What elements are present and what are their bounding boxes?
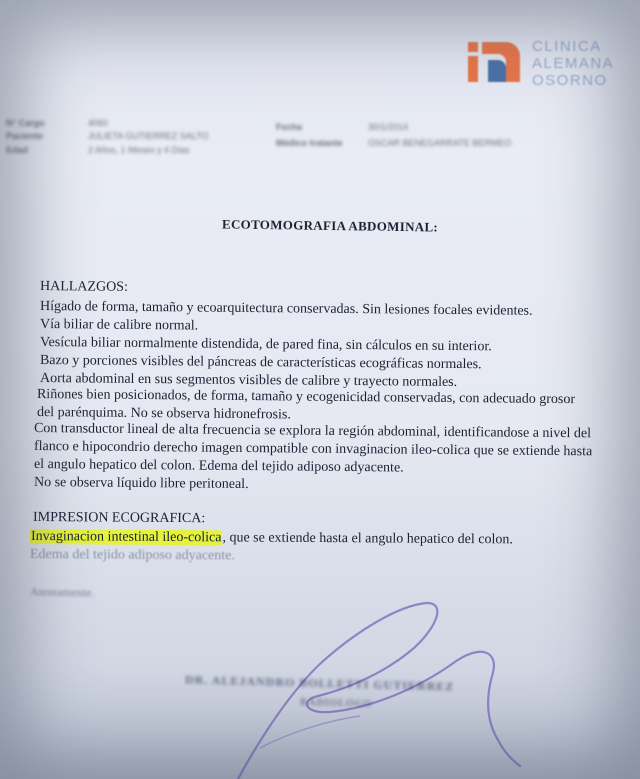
findings-line: Bazo y porciones visibles del páncreas de características ecográficas normales. bbox=[39, 353, 482, 373]
findings-line: No se observa líquido libre peritoneal. bbox=[33, 475, 249, 493]
signer-name: DR. ALEJANDRO BOLLETTI GUTIERREZ bbox=[184, 672, 455, 694]
signer-role: RADIOLOGO bbox=[299, 697, 373, 710]
header-value: JULIETA GUTIERREZ SALTO bbox=[88, 131, 209, 141]
header-value: 4060 bbox=[88, 118, 109, 128]
findings-line: Vía biliar de calibre normal. bbox=[39, 317, 199, 334]
header-value: OSCAR BENEGARRATE BERMEO bbox=[368, 138, 512, 148]
impression-heading: IMPRESION ECOGRAFICA: bbox=[32, 510, 206, 527]
impression-rest: , que se extiende hasta el angulo hepatico del colon. bbox=[222, 530, 513, 548]
findings-heading: HALLAZGOS: bbox=[39, 279, 128, 295]
page-title: ECOTOMOGRAFIA ABDOMINAL: bbox=[221, 216, 439, 235]
header-value: 2 Años, 1 Meses y 4 Dias bbox=[88, 145, 190, 155]
findings-line: el angulo hepatico del colon. Edema del tejido adiposo adyacente. bbox=[33, 457, 404, 476]
findings-line: Hígado de forma, tamaño y ecoarquitectura conservadas. Sin lesiones focales evidentes. bbox=[39, 299, 533, 319]
findings-line: Riñones bien posicionados, de forma, tamaño y ecogenicidad conservadas, con adecuado grosor bbox=[36, 387, 576, 408]
impression-line-2: Edema del tejido adiposo adyacente. bbox=[29, 547, 235, 564]
impression-line bbox=[30, 529, 513, 548]
header-label: Paciente bbox=[6, 131, 44, 141]
closing-text: Atentamente. bbox=[29, 584, 95, 600]
clinic-logo-line: CLINICA bbox=[532, 38, 602, 55]
findings-line: Con transductor lineal de alta frecuencia se explora la región abdominal, identificandose a nivel del bbox=[33, 421, 592, 442]
findings-line: flanco e hipocondrio derecho imagen compatible con invaginacion ileo-colica que se extiende hasta bbox=[33, 439, 593, 460]
header-label: Edad bbox=[6, 145, 29, 155]
findings-line: del parénquima. No se observa hidronefrosis. bbox=[36, 405, 291, 423]
impression-highlight: Invaginacion intestinal ileo-colica bbox=[30, 529, 222, 546]
header-label: Fecha bbox=[276, 122, 303, 132]
header-value: 30/1/2014 bbox=[368, 122, 409, 132]
findings-line: Aorta abdominal en sus segmentos visibles de calibre y trayecto normales. bbox=[39, 371, 458, 391]
header-label: Médico tratante bbox=[276, 138, 343, 148]
clinic-logo-line: OSORNO bbox=[532, 72, 608, 89]
header-label: N° Cargo bbox=[6, 118, 45, 128]
clinic-logo-line: ALEMANA bbox=[532, 55, 615, 72]
findings-line: Vesícula biliar normalmente distendida, de pared fina, sin cálculos en su interior. bbox=[39, 335, 492, 355]
